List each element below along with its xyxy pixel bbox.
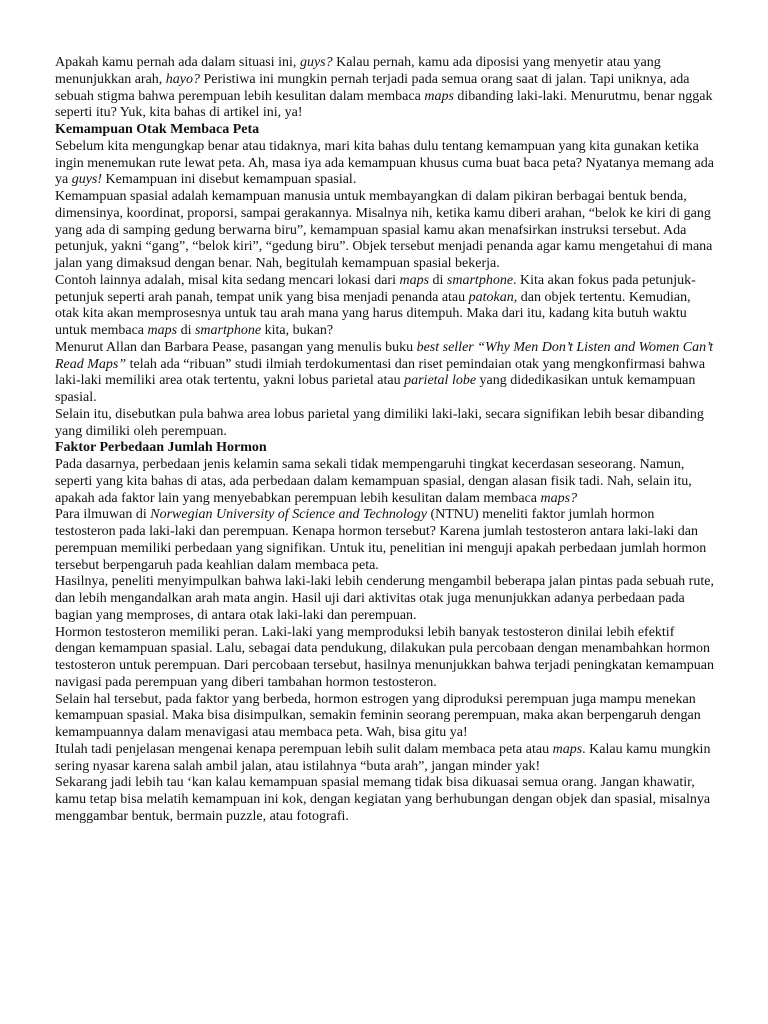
- italic-term: best seller “Why Men Don’t Listen and Women Can’t Read Maps”: [55, 339, 714, 372]
- italic-term: hayo?: [165, 71, 201, 87]
- paragraph-ntnu-research: Para ilmuwan di Norwegian University of Science and Technology (NTNU) meneliti faktor jumlah hormon testosteron pada laki-laki dan perempuan. Kenapa hormon tersebut? Karena jumlah testosteron antara laki-laki dan perempuan memiliki perbedaan yang signifikan. Untuk itu, penelitian ini menguji apakah perbedaan jumlah hormon tersebut berpengaruh pada keahlian dalam membaca peta.: [55, 507, 707, 573]
- paragraph-estrogen: Selain hal tersebut, pada faktor yang berbeda, hormon estrogen yang diproduksi perempuan juga mampu menekan kemampuan spasial. Maka bisa disimpulkan, semakin feminin seorang perempuan, maka akan berpengaruh dengan kemampuannya dalam menavigasi atau membaca peta. Wah, bisa gitu ya!: [55, 691, 701, 740]
- intro-paragraph: Apakah kamu pernah ada dalam situasi ini, guys? Kalau pernah, kamu ada diposisi yang menyetir atau yang menunjukkan arah, hayo? Peristiwa ini mungkin pernah terjadi pada semua orang saat di jalan. Tapi uniknya, ada sebuah stigma bahwa perempuan lebih kesulitan dalam membaca maps dibanding laki-laki. Menurutmu, benar nggak seperti itu? Yuk, kita bahas di artikel ini, ya!: [55, 55, 713, 121]
- italic-term: maps: [399, 272, 430, 288]
- italic-term: maps: [147, 323, 178, 338]
- paragraph-maps-example: Contoh lainnya adalah, misal kita sedang mencari lokasi dari maps di smartphone. Kita akan fokus pada petunjuk-petunjuk seperti arah panah, tempat unik yang bisa menjadi penanda atau patokan, dan objek tertentu. Kemudian, otak kita akan memprosesnya untuk tau arah mana yang harus ditempuh. Maka dari itu, kadang kita butuh waktu untuk membaca maps di smartphone kita, bukan?: [55, 272, 696, 338]
- section-heading-brain-ability: Kemampuan Otak Membaca Peta: [55, 122, 260, 137]
- italic-term: smartphone: [194, 323, 262, 338]
- paragraph-testosterone-role: Hormon testosteron memiliki peran. Laki-laki yang memproduksi lebih banyak testosteron dinilai lebih efektif dengan kemampuan spasial. Lalu, sebagai data pendukung, dilakukan pula percobaan dengan menambahkan hormon testosteron untuk perempuan. Dari percobaan tersebut, hasilnya menunjukkan bahwa terjadi peningkatan kemampuan navigasi pada perempuan yang diberi tambahan hormon testosteron.: [55, 624, 714, 690]
- paragraph-research-result: Hasilnya, peneliti menyimpulkan bahwa laki-laki lebih cenderung mengambil beberapa jalan pintas pada sebuah rute, dan lebih mengandalkan arah mata angin. Hasil uji dari aktivitas otak juga menunjukkan adanya perbedaan pada bagian yang memproses, di antara otak laki-laki dan perempuan.: [55, 574, 714, 623]
- italic-term: maps: [552, 741, 583, 757]
- italic-term: maps?: [540, 490, 578, 506]
- section-heading-hormone: Faktor Perbedaan Jumlah Hormon: [55, 440, 267, 456]
- italic-term: guys?: [299, 55, 333, 70]
- italic-term: Norwegian University of Science and Technology: [150, 507, 427, 523]
- paragraph-conclusion: Itulah tadi penjelasan mengenai kenapa perempuan lebih sulit dalam membaca peta atau maps. Kalau kamu mungkin sering nyasar karena salah ambil jalan, atau istilahnya “buta arah”, jangan minder yak!: [55, 741, 711, 774]
- paragraph-parietal-size: Selain itu, disebutkan pula bahwa area lobus parietal yang dimiliki laki-laki, secara signifikan lebih besar dibanding yang dimiliki oleh perempuan.: [55, 406, 704, 439]
- italic-term: parietal lobe: [404, 373, 477, 389]
- paragraph-closing: Sekarang jadi lebih tau ‘kan kalau kemampuan spasial memang tidak bisa dikuasai semua orang. Jangan khawatir, kamu tetap bisa melatih kemampuan ini kok, dengan kegiatan yang berhubungan dengan objek dan spasial, misalnya menggambar bentuk, bermain puzzle, atau fotografi.: [55, 775, 711, 824]
- paragraph-pease-book: Menurut Allan dan Barbara Pease, pasangan yang menulis buku best seller “Why Men Don’t Listen and Women Can’t Read Maps” telah ada “ribuan” studi ilmiah terdokumentasi dan riset pemindaian otak yang mengkonfirmasi bahwa laki-laki memiliki area otak tertentu, yakni lobus parietal atau parietal lobe yang didedikasikan untuk kemampuan spasial.: [55, 339, 714, 405]
- italic-term: patokan: [468, 289, 514, 305]
- italic-term: smartphone: [446, 272, 514, 288]
- italic-term: guys!: [71, 172, 103, 188]
- paragraph-spatial-intro: Sebelum kita mengungkap benar atau tidaknya, mari kita bahas dulu tentang kemampuan yang kita gunakan ketika ingin menemukan rute lewat peta. Ah, masa iya ada kemampuan khusus cuma buat baca peta? Nyatanya memang ada ya guys! Kemampuan ini disebut kemampuan spasial.: [55, 138, 714, 188]
- article-page: [55, 55, 715, 826]
- paragraph-spatial-definition: Kemampuan spasial adalah kemampuan manusia untuk membayangkan di dalam pikiran berbagai bentuk benda, dimensinya, koordinat, proporsi, sampai gerakannya. Misalnya nih, ketika kamu diberi arahan, “belok ke kiri di gang yang ada di samping gedung berwarna biru”, kemampuan spasial kamu akan menafsirkan instruksi tersebut. Ada petunjuk, yakni “gang”, “belok kiri”, “gedung biru”. Objek tersebut menjadi penanda agar kamu mengetahui di mana jalan yang dimaksud dengan benar. Nah, begitulah kemampuan spasial bekerja.: [55, 189, 713, 271]
- paragraph-gender-intelligence: Pada dasarnya, perbedaan jenis kelamin sama sekali tidak mempengaruhi tingkat kecerdasan seseorang. Namun, seperti yang kita bahas di atas, ada perbedaan dalam kemampuan spasial, dengan alasan fisik tadi. Nah, selain itu, apakah ada faktor lain yang menyebabkan perempuan lebih kesulitan dalam membaca maps?: [55, 457, 692, 506]
- italic-term: maps: [424, 88, 454, 104]
